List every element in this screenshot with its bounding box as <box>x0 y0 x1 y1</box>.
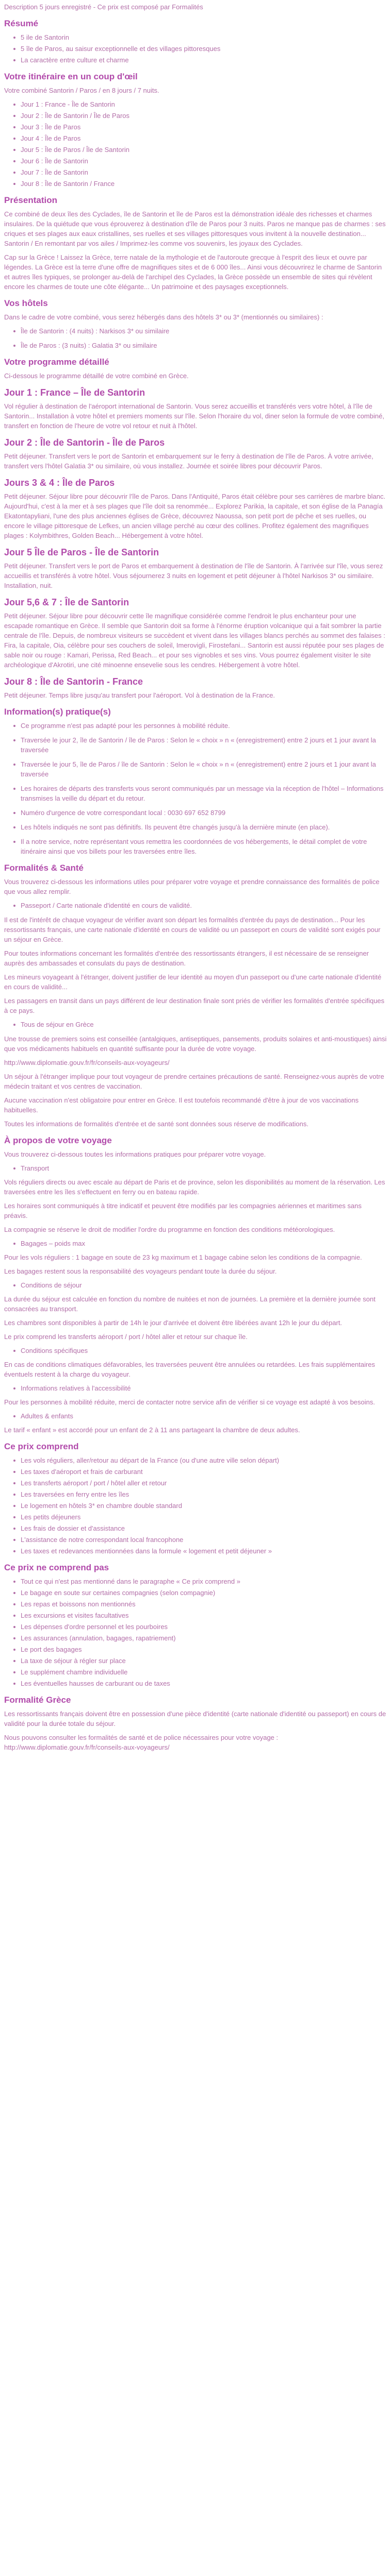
list-item: Tous de séjour en Grèce <box>4 1020 387 1029</box>
informations-title: Information(s) pratique(s) <box>4 707 111 717</box>
paragraph: Vols réguliers directs ou avec escale au départ de Paris et de province, selon les disponibilités au moment de la réservation. Les traversées entre les îles s'effectuent en ferry ou en bateau rapide. <box>4 1178 385 1196</box>
apropos-title: À propos de votre voyage <box>4 1136 112 1145</box>
intro-text: Description 5 jours enregistré - Ce prix est composé par Formalités <box>4 3 203 11</box>
apropos-list <box>4 1239 387 1248</box>
presentation-title: Présentation <box>4 195 57 205</box>
day-title: Jour 8 : Île de Santorin - France <box>4 676 143 687</box>
link[interactable]: http://www.diplomatie.gouv.fr/fr/conseils-aux-voyageurs/ <box>4 1059 170 1066</box>
list-item: Les traversées en ferry entre les îles <box>4 1489 387 1499</box>
programme-title: Votre programme détaillé <box>4 357 109 367</box>
paragraph: Dans le cadre de votre combiné, vous serez hébergés dans des hôtels 3* ou 3* (mentionnés ou similaires) : <box>4 313 323 321</box>
paragraph: Les bagages restent sous la responsabilité des voyageurs pendant toute la durée du séjour. <box>4 1267 277 1275</box>
list-item: Jour 4 : Île de Paros <box>4 133 387 143</box>
list-item: Le supplément chambre individuelle <box>4 1667 387 1677</box>
day-title: Jour 5,6 & 7 : Île de Santorin <box>4 597 129 607</box>
list-item: Les taxes et redevances mentionnées dans la formule « logement et petit déjeuner » <box>4 1546 387 1556</box>
formalites-list <box>4 901 387 910</box>
paragraph: Les chambres sont disponibles à partir de 14h le jour d'arrivée et doivent être libérées avant 12h le jour du départ. <box>4 1319 343 1327</box>
list-item: Les excursions et visites facultatives <box>4 1611 387 1620</box>
list-item: Tout ce qui n'est pas mentionné dans le paragraphe « Ce prix comprend » <box>4 1577 387 1586</box>
day-title: Jour 5 Île de Paros - Île de Santorin <box>4 547 159 557</box>
day-title: Jours 3 & 4 : Île de Paros <box>4 478 115 488</box>
sante-list <box>4 1020 387 1029</box>
paragraph: La compagnie se réserve le droit de modifier l'ordre du programme en fonction des conditions météorologiques. <box>4 1226 335 1233</box>
list-item: Île de Santorin : (4 nuits) : Narkisos 3* ou similaire <box>4 326 387 336</box>
paragraph: Pour les vols réguliers : 1 bagage en soute de 23 kg maximum et 1 bagage cabine selon les conditions de la compagnie. <box>4 1253 362 1261</box>
hotels-title: Vos hôtels <box>4 298 48 308</box>
list-item: Numéro d'urgence de votre correspondant local : 0030 697 652 8799 <box>4 808 387 818</box>
list-item: Il a notre service, notre représentant vous remettra les coordonnées de vos hébergements, le détail complet de votre itinéraire ainsi que vos billets pour les traversées entre îles. <box>4 837 387 856</box>
list-item: Les vols réguliers, aller/retour au départ de la France (ou d'une autre ville selon départ) <box>4 1455 387 1465</box>
comprend-title: Ce prix comprend <box>4 1442 79 1451</box>
day-title: Jour 2 : Île de Santorin - Île de Paros <box>4 437 165 448</box>
paragraph: Vous trouverez ci-dessous toutes les informations pratiques pour préparer votre voyage. <box>4 1150 266 1158</box>
paragraph: Vous trouverez ci-dessous les informations utiles pour préparer votre voyage et prendre connaissance des formalités de police que vous allez remplir. <box>4 878 380 895</box>
list-item: Jour 7 : Île de Santorin <box>4 167 387 177</box>
apropos-list <box>4 1163 387 1173</box>
paragraph: Pour toutes informations concernant les formalités d'entrée des ressortissants étrangers, il est nécessaire de se renseigner auprès des ambassades et consulats du pays de destination. <box>4 950 369 967</box>
paragraph: Une trousse de premiers soins est conseillée (antalgiques, antiseptiques, pansements, produits solaires et anti-moustiques) ainsi que vos médicaments habituels en quantité suffisante pour la durée de votre voyage. <box>4 1035 387 1053</box>
list-item: Les hôtels indiqués ne sont pas définitifs. Ils peuvent être changés jusqu'à la dernière minute (en place). <box>4 822 387 832</box>
paragraph: Les ressortissants français doivent être en possession d'une pièce d'identité (carte nationale d'identité ou passeport) en cours de validité pour la durée totale du séjour. <box>4 1710 386 1727</box>
paragraph: Un séjour à l'étranger implique pour tout voyageur de prendre certaines précautions de santé. Renseignez-vous auprès de votre médecin traitant et vos centres de vaccination. <box>4 1073 384 1090</box>
list-item: Bagages – poids max <box>4 1239 387 1248</box>
list-item: Le logement en hôtels 3* en chambre double standard <box>4 1501 387 1511</box>
resume-list <box>4 32 387 65</box>
paragraph: Le prix comprend les transferts aéroport / port / hôtel aller et retour sur chaque île. <box>4 1333 248 1341</box>
paragraph: Aucune vaccination n'est obligatoire pour entrer en Grèce. Il est toutefois recommandé d'être à jour de vos vaccinations habituelles. <box>4 1096 359 1114</box>
page <box>4 2 387 1752</box>
resume-title: Résumé <box>4 19 39 28</box>
list-item: Adultes & enfants <box>4 1411 387 1421</box>
apropos-list <box>4 1346 387 1355</box>
paragraph: Nous pouvons consulter les formalités de santé et de police nécessaires pour votre voyage : http://www.diplomatie.gouv.fr/fr/conseils-aux-voyageurs/ <box>4 1734 279 1751</box>
list-item: L'assistance de notre correspondant local francophone <box>4 1535 387 1545</box>
paragraph: Petit déjeuner. Séjour libre pour découvrir cette île magnifique considérée comme l'endroit le plus enchanteur pour une escapade romantique en Grèce. Il semble que Santorin doit sa forme à l'énorme éruption volcanique qui a fait sombrer la partie centrale de l'île. Depuis, de nombreux visiteurs se succèdent et vivent dans les villages blancs perchés au sommet des falaises : Fira, la capitale, Oia, célèbre pour ses couchers de soleil, Imerovigli, Firostefani... Santorin est aussi réputée pour ses plages de sable noir ou rouge : Kamari, Perissa, Red Beach... et pour ses vignobles et ses vins. Vous pourrez également visiter le site archéologique d'Akrotiri, une cité minoenne ensevelie sous les cendres. Hébergement à votre hôtel. <box>4 612 385 669</box>
list-item: Informations relatives à l'accessibilité <box>4 1383 387 1393</box>
paragraph: Petit déjeuner. Transfert vers le port de Santorin et embarquement sur le ferry à destination de l'île de Paros. À votre arrivée, transfert vers l'hôtel Galatia 3* ou similaire, où vous installez. Journée et soirée libres pour découvrir Paros. <box>4 452 373 470</box>
paragraph: Ce combiné de deux îles des Cyclades, île de Santorin et île de Paros est la démonstration idéale des richesses et charmes insulaires. De la quiétude que vous éprouverez à destination d'île de Paros pour 3 nuits. Paros ne manque pas de charmes : ses criques et ses plages aux eaux cristallines, ses ruelles et ses villages pittoresques vous invitent à la nouvelle destination... Santorin / En remontant par vos ailes / Imprimez-les comme vos souvenirs, les joyaux des Cyclades. <box>4 210 386 247</box>
list-item: Les assurances (annulation, bagages, rapatriement) <box>4 1633 387 1643</box>
paragraph: La durée du séjour est calculée en fonction du nombre de nuitées et non de journées. La première et la dernière journée sont consacrées au transport. <box>4 1295 376 1313</box>
list-item: Transport <box>4 1163 387 1173</box>
list-item: Jour 5 : Île de Paros / Île de Santorin <box>4 145 387 155</box>
list-item: 5 île de Paros, au saisur exceptionnelle et des villages pittoresques <box>4 44 387 54</box>
list-item: Traversée le jour 2, île de Santorin / île de Paros : Selon le « choix » n « (enregistrement) entre 2 jours et 1 jour avant la traversée <box>4 735 387 755</box>
paragraph: Petit déjeuner. Transfert vers le port de Paros et embarquement à destination de l'île de Santorin. À l'arrivée sur l'île, vous serez accueillis et transférés à votre hôtel. Vous séjournerez 3 nuits en logement et petit déjeuner à l'hôtel Narkisos 3* ou similaire. Installation, nuit. <box>4 562 383 589</box>
paragraph: Les mineurs voyageant à l'étranger, doivent justifier de leur identité au moyen d'un passeport ou d'une carte nationale d'identité en cours de validité... <box>4 973 382 991</box>
list-item: Jour 1 : France - Île de Santorin <box>4 99 387 109</box>
list-item: Conditions spécifiques <box>4 1346 387 1355</box>
list-item: Les éventuelles hausses de carburant ou de taxes <box>4 1679 387 1688</box>
apropos-list <box>4 1280 387 1290</box>
list-item: Les repas et boissons non mentionnés <box>4 1599 387 1609</box>
list-item: Conditions de séjour <box>4 1280 387 1290</box>
paragraph: Les horaires sont communiqués à titre indicatif et peuvent être modifiés par les compagnies aériennes et maritimes sans préavis. <box>4 1202 362 1219</box>
paragraph: Toutes les informations de formalités d'entrée et de santé sont données sous réserve de modifications. <box>4 1120 308 1128</box>
itinerary-list <box>4 99 387 189</box>
list-item: Les petits déjeuners <box>4 1512 387 1522</box>
list-item: Les horaires de départs des transferts vous seront communiqués par un message via la réception de l'hôtel – Informations transmises la veille du départ et du retour. <box>4 784 387 803</box>
list-item: Jour 8 : Île de Santorin / France <box>4 179 387 189</box>
paragraph: Petit déjeuner. Temps libre jusqu'au transfert pour l'aéroport. Vol à destination de la France. <box>4 691 275 699</box>
itinerary-title: Votre itinéraire en un coup d'œil <box>4 72 138 81</box>
apropos-list <box>4 1383 387 1393</box>
list-item: Le port des bagages <box>4 1645 387 1654</box>
hotels-list <box>4 326 387 350</box>
ne-comprend-pas-title: Ce prix ne comprend pas <box>4 1563 109 1572</box>
list-item: Passeport / Carte nationale d'identité en cours de validité. <box>4 901 387 910</box>
list-item: Ce programme n'est pas adapté pour les personnes à mobilité réduite. <box>4 721 387 731</box>
day-title: Jour 1 : France – Île de Santorin <box>4 387 145 398</box>
paragraph: Vol régulier à destination de l'aéroport international de Santorin. Vous serez accueillis et transférés vers votre hôtel, à l'île de Santorin... Installation à votre hôtel et premiers moments sur l'île. Selon l'horaire du vol, diner selon la formule de votre combiné, transfert en fonction de l'heure de votre vol retour et nuit à l'hôtel. <box>4 402 384 430</box>
list-item: Jour 2 : Île de Santorin / Île de Paros <box>4 111 387 121</box>
list-item: La taxe de séjour à régler sur place <box>4 1656 387 1666</box>
formalites-title: Formalités & Santé <box>4 863 84 873</box>
paragraph: Il est de l'intérêt de chaque voyageur de vérifier avant son départ les formalités d'entrée du pays de destination... Pour les ressortissants français, une carte nationale d'identité en cours de validité ou un passeport en cours de validité sont exigés pour un séjour en Grèce. <box>4 916 381 943</box>
paragraph: Pour les personnes à mobilité réduite, merci de contacter notre service afin de vérifier si ce voyage est adapté à vos besoins. <box>4 1398 375 1406</box>
list-item: Les dépenses d'ordre personnel et les pourboires <box>4 1622 387 1632</box>
paragraph: En cas de conditions climatiques défavorables, les traversées peuvent être annulées ou retardées. Les frais supplémentaires éventuels restent à la charge du voyageur. <box>4 1361 376 1378</box>
list-item: Les frais de dossier et d'assistance <box>4 1523 387 1533</box>
paragraph: Cap sur la Grèce ! Laissez la Grèce, terre natale de la mythologie et de l'autoroute grecque à l'esprit des lieux et ouvre par légendes. La Grèce est la terre d'une offre de magnifiques sites et de 6 000 îles... Ainsi vous découvrirez le charme de Santorin et autres îles typiques, se prolonger au-delà de l'archipel des Cyclades, la Grèce possède un ensemble de sites qui révèlent encore les charmes de toute une côte élégante... Un patrimoine et des paysages exceptionnels. <box>4 253 382 291</box>
list-item: Île de Paros : (3 nuits) : Galatia 3* ou similaire <box>4 341 387 350</box>
list-item: Les taxes d'aéroport et frais de carburant <box>4 1467 387 1477</box>
ne-comprend-pas-list <box>4 1577 387 1688</box>
list-item: Les transferts aéroport / port / hôtel aller et retour <box>4 1478 387 1488</box>
list-item: 5 ile de Santorin <box>4 32 387 42</box>
comprend-list <box>4 1455 387 1556</box>
list-item: Traversée le jour 5, île de Paros / île de Santorin : Selon le « choix » n « (enregistrement) entre 2 jours et 1 jour avant la traversée <box>4 759 387 779</box>
list-item: Jour 6 : Île de Santorin <box>4 156 387 166</box>
paragraph: Ci-dessous le programme détaillé de votre combiné en Grèce. <box>4 372 189 380</box>
list-item: Le bagage en soute sur certaines compagnies (selon compagnie) <box>4 1588 387 1598</box>
formalite-grece-title: Formalité Grèce <box>4 1695 71 1705</box>
apropos-list <box>4 1411 387 1421</box>
list-item: La caractère entre culture et charme <box>4 55 387 65</box>
paragraph: Petit déjeuner. Séjour libre pour découvrir l'île de Paros. Dans l'Antiquité, Paros était célèbre pour ses carrières de marbre blanc. Aujourd'hui, c'est à la mer et à ses plages que l'île doit sa renommée... Explorez Parikia, la capitale, et son église de la Panagía Ekatontapyliani, l'une des plus anciennes églises de Grèce, découvrez Naoussa, son petit port de pêche et ses ruelles, ou encore le village pittoresque de Lefkes, un ancien village perché au cœur des collines. Profitez également des magnifiques plages : Kolymbithres, Golden Beach... Hébergement à votre hôtel. <box>4 493 386 539</box>
itinerary-subtitle: Votre combiné Santorin / Paros / en 8 jours / 7 nuits. <box>4 87 159 94</box>
paragraph: Le tarif « enfant » est accordé pour un enfant de 2 à 11 ans partageant la chambre de deux adultes. <box>4 1426 300 1434</box>
list-item: Jour 3 : Île de Paros <box>4 122 387 132</box>
informations-list <box>4 721 387 856</box>
paragraph: Les passagers en transit dans un pays différent de leur destination finale sont priés de vérifier les formalités d'entrée spécifiques à ce pays. <box>4 997 385 1014</box>
